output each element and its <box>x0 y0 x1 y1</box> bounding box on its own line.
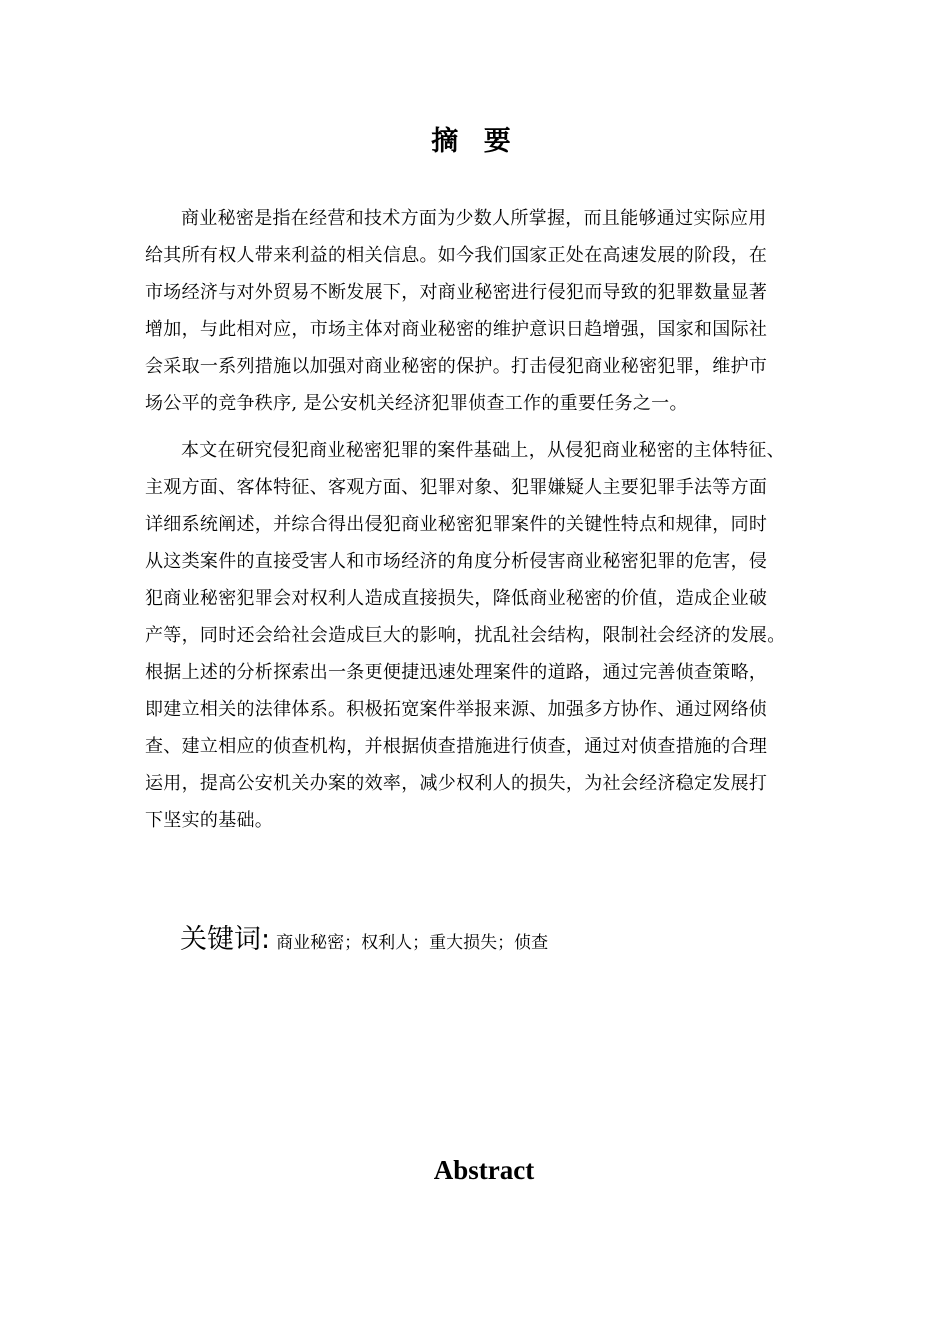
keywords-line <box>180 918 548 965</box>
text-line: 运用，提高公安机关办案的效率，减少权利人的损失，为社会经济稳定发展打 <box>145 773 768 794</box>
text-line: 会采取一系列措施以加强对商业秘密的保护。打击侵犯商业秘密犯罪，维护市 <box>145 356 768 377</box>
text-line: 增加，与此相对应，市场主体对商业秘密的维护意识日趋增强，国家和国际社 <box>145 319 768 340</box>
text-line: 市场经济与对外贸易不断发展下，对商业秘密进行侵犯而导致的犯罪数量显著 <box>145 282 768 303</box>
text-line: 即建立相关的法律体系。积极拓宽案件举报来源、加强多方协作、通过网络侦 <box>145 699 768 720</box>
keywords-values: 商业秘密；权利人；重大损失；侦查 <box>276 933 549 953</box>
page-title: 摘 要 <box>431 126 519 157</box>
text-line: 产等，同时还会给社会造成巨大的影响，扰乱社会结构，限制社会经济的发展。 <box>145 625 786 646</box>
text-line: 场公平的竞争秩序, 是公安机关经济犯罪侦查工作的重要任务之一。 <box>145 393 688 414</box>
paragraph-1 <box>145 200 813 422</box>
abstract-body <box>145 200 813 849</box>
abstract-heading: Abstract <box>433 1155 535 1185</box>
text-line: 从这类案件的直接受害人和市场经济的角度分析侵害商业秘密犯罪的危害，侵 <box>145 551 768 572</box>
text-line: 犯商业秘密犯罪会对权利人造成直接损失，降低商业秘密的价值，造成企业破 <box>145 588 768 609</box>
text-line: 查、建立相应的侦查机构，并根据侦查措施进行侦查，通过对侦查措施的合理 <box>145 736 768 757</box>
text-line: 主观方面、客体特征、客观方面、犯罪对象、犯罪嫌疑人主要犯罪手法等方面 <box>145 477 768 498</box>
text-line: 详细系统阐述，并综合得出侵犯商业秘密犯罪案件的关键性特点和规律，同时 <box>145 514 768 535</box>
text-line: 根据上述的分析探索出一条更便捷迅速处理案件的道路，通过完善侦查策略， <box>145 662 768 683</box>
text-line: 下坚实的基础。 <box>145 810 274 831</box>
text-line: 本文在研究侵犯商业秘密犯罪的案件基础上，从侵犯商业秘密的主体特征、 <box>181 440 785 461</box>
keywords-label: 关键词: <box>180 924 271 955</box>
paragraph-2 <box>145 432 813 839</box>
text-line: 给其所有权人带来利益的相关信息。如今我们国家正处在高速发展的阶段，在 <box>145 245 768 266</box>
text-line: 商业秘密是指在经营和技术方面为少数人所掌握，而且能够通过实际应用 <box>181 208 767 229</box>
